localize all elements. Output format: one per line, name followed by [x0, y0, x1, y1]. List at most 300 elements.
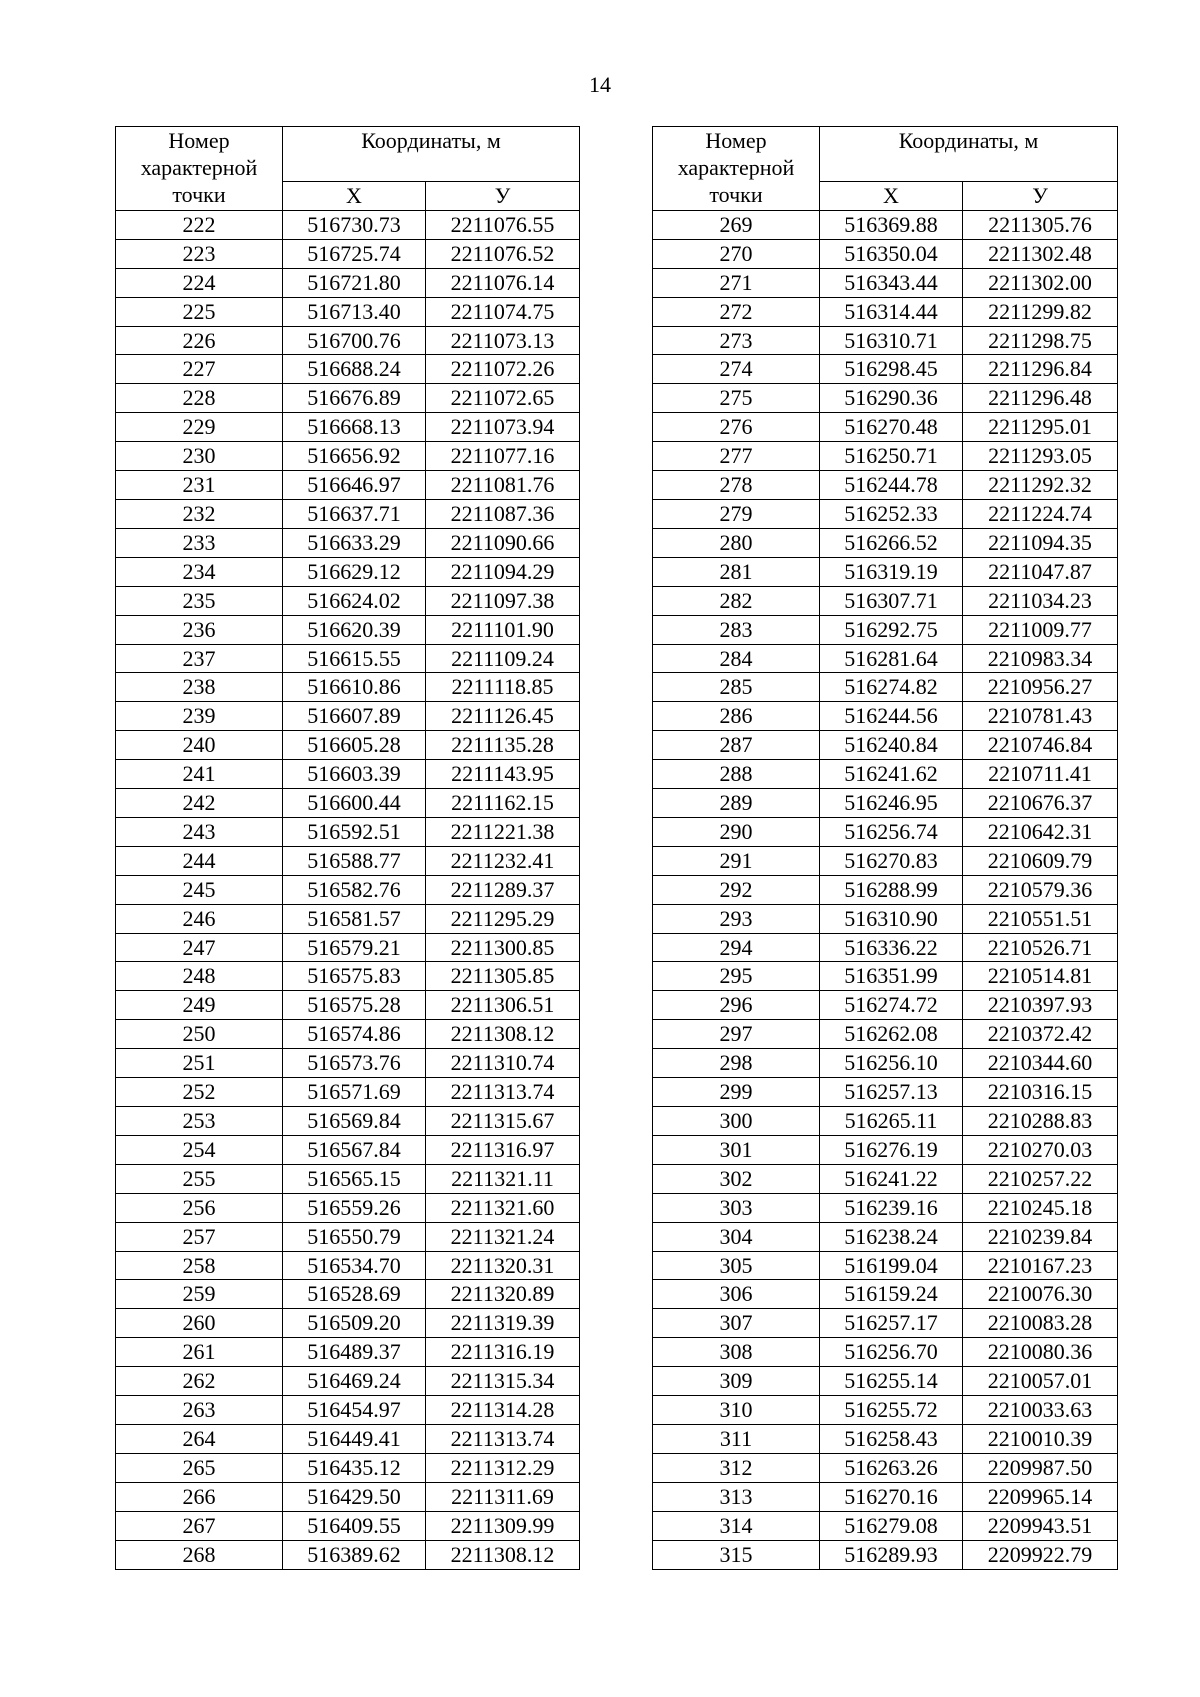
point-number-cell: 276: [653, 413, 820, 442]
table-row: [653, 731, 1118, 760]
table-row: [116, 731, 580, 760]
point-number-cell: 225: [116, 297, 283, 326]
coordinates-header: Координаты, м: [820, 127, 1118, 182]
point-number-cell: 281: [653, 557, 820, 586]
y-coordinate-cell: 2211315.67: [426, 1107, 580, 1136]
x-coordinate-cell: 516676.89: [283, 384, 426, 413]
x-coordinate-cell: 516509.20: [283, 1309, 426, 1338]
table-row: [116, 499, 580, 528]
x-coordinate-cell: 516159.24: [820, 1280, 963, 1309]
point-number-cell: 271: [653, 268, 820, 297]
y-coordinate-cell: 2211299.82: [963, 297, 1118, 326]
y-coordinate-cell: 2210033.63: [963, 1396, 1118, 1425]
y-coordinate-cell: 2211074.75: [426, 297, 580, 326]
y-coordinate-cell: 2210344.60: [963, 1049, 1118, 1078]
y-coordinate-cell: 2210316.15: [963, 1078, 1118, 1107]
point-number-cell: 304: [653, 1222, 820, 1251]
table-row: [653, 442, 1118, 471]
y-coordinate-cell: 2211126.45: [426, 702, 580, 731]
x-coordinate-cell: 516241.22: [820, 1164, 963, 1193]
point-number-cell: 237: [116, 644, 283, 673]
table-row: [653, 962, 1118, 991]
y-coordinate-cell: 2211295.29: [426, 904, 580, 933]
y-coordinate-cell: 2211232.41: [426, 846, 580, 875]
point-number-cell: 308: [653, 1338, 820, 1367]
x-coordinate-cell: 516274.82: [820, 673, 963, 702]
x-coordinate-cell: 516256.70: [820, 1338, 963, 1367]
point-number-cell: 282: [653, 586, 820, 615]
table-row: [116, 817, 580, 846]
y-column-header: У: [426, 182, 580, 211]
table-row: [116, 1280, 580, 1309]
x-coordinate-cell: 516409.55: [283, 1511, 426, 1540]
table-row: [116, 1309, 580, 1338]
table-row: [116, 1396, 580, 1425]
y-coordinate-cell: 2211296.84: [963, 355, 1118, 384]
table-row: [653, 1107, 1118, 1136]
x-coordinate-cell: 516633.29: [283, 528, 426, 557]
y-coordinate-cell: 2210239.84: [963, 1222, 1118, 1251]
table-row: [653, 1078, 1118, 1107]
x-coordinate-cell: 516256.74: [820, 817, 963, 846]
point-number-cell: 256: [116, 1193, 283, 1222]
point-number-cell: 266: [116, 1482, 283, 1511]
y-coordinate-cell: 2211094.35: [963, 528, 1118, 557]
y-coordinate-cell: 2211316.19: [426, 1338, 580, 1367]
point-number-cell: 297: [653, 1020, 820, 1049]
y-coordinate-cell: 2211321.60: [426, 1193, 580, 1222]
point-number-cell: 270: [653, 239, 820, 268]
coordinates-table-left: [115, 126, 580, 1570]
table-row: [653, 1309, 1118, 1338]
x-coordinate-cell: 516343.44: [820, 268, 963, 297]
point-number-cell: 252: [116, 1078, 283, 1107]
y-coordinate-cell: 2210245.18: [963, 1193, 1118, 1222]
x-coordinate-cell: 516656.92: [283, 442, 426, 471]
y-coordinate-cell: 2211076.14: [426, 268, 580, 297]
y-coordinate-cell: 2211221.38: [426, 817, 580, 846]
y-coordinate-cell: 2211313.74: [426, 1424, 580, 1453]
x-coordinate-cell: 516258.43: [820, 1424, 963, 1453]
point-number-cell: 294: [653, 933, 820, 962]
x-coordinate-cell: 516255.14: [820, 1367, 963, 1396]
table-row: [116, 210, 580, 239]
y-coordinate-cell: 2211162.15: [426, 789, 580, 818]
point-number-cell: 224: [116, 268, 283, 297]
point-number-header: Номер характерной точки: [653, 127, 820, 211]
x-coordinate-cell: 516314.44: [820, 297, 963, 326]
point-number-cell: 228: [116, 384, 283, 413]
y-coordinate-cell: 2211087.36: [426, 499, 580, 528]
y-coordinate-cell: 2210551.51: [963, 904, 1118, 933]
y-coordinate-cell: 2211295.01: [963, 413, 1118, 442]
point-number-cell: 253: [116, 1107, 283, 1136]
point-number-cell: 261: [116, 1338, 283, 1367]
table-row: [653, 1367, 1118, 1396]
y-coordinate-cell: 2210076.30: [963, 1280, 1118, 1309]
coordinates-header: Координаты, м: [283, 127, 580, 182]
y-coordinate-cell: 2210372.42: [963, 1020, 1118, 1049]
table-row: [653, 1222, 1118, 1251]
point-number-cell: 264: [116, 1424, 283, 1453]
y-coordinate-cell: 2211109.24: [426, 644, 580, 673]
table-row: [116, 384, 580, 413]
x-coordinate-cell: 516574.86: [283, 1020, 426, 1049]
x-coordinate-cell: 516449.41: [283, 1424, 426, 1453]
table-row: [653, 239, 1118, 268]
point-number-cell: 283: [653, 615, 820, 644]
point-number-cell: 226: [116, 326, 283, 355]
y-coordinate-cell: 2211090.66: [426, 528, 580, 557]
point-number-cell: 249: [116, 991, 283, 1020]
y-coordinate-cell: 2211047.87: [963, 557, 1118, 586]
x-coordinate-cell: 516319.19: [820, 557, 963, 586]
table-row: [116, 1020, 580, 1049]
table-row: [116, 413, 580, 442]
point-number-cell: 222: [116, 210, 283, 239]
y-coordinate-cell: 2211293.05: [963, 442, 1118, 471]
point-number-cell: 257: [116, 1222, 283, 1251]
y-coordinate-cell: 2211034.23: [963, 586, 1118, 615]
table-row: [653, 1020, 1118, 1049]
x-coordinate-cell: 516581.57: [283, 904, 426, 933]
point-number-cell: 240: [116, 731, 283, 760]
x-coordinate-cell: 516565.15: [283, 1164, 426, 1193]
x-coordinate-cell: 516256.10: [820, 1049, 963, 1078]
y-coordinate-cell: 2211076.55: [426, 210, 580, 239]
x-coordinate-cell: 516298.45: [820, 355, 963, 384]
x-coordinate-cell: 516620.39: [283, 615, 426, 644]
point-number-cell: 250: [116, 1020, 283, 1049]
y-coordinate-cell: 2210526.71: [963, 933, 1118, 962]
point-number-cell: 284: [653, 644, 820, 673]
x-coordinate-cell: 516637.71: [283, 499, 426, 528]
x-coordinate-cell: 516592.51: [283, 817, 426, 846]
point-number-cell: 300: [653, 1107, 820, 1136]
point-number-cell: 246: [116, 904, 283, 933]
y-coordinate-cell: 2211315.34: [426, 1367, 580, 1396]
table-row: [653, 1424, 1118, 1453]
table-row: [653, 413, 1118, 442]
table-row: [116, 1511, 580, 1540]
table-row: [653, 760, 1118, 789]
x-coordinate-cell: 516713.40: [283, 297, 426, 326]
page-number: 14: [589, 72, 611, 97]
point-number-cell: 269: [653, 210, 820, 239]
point-number-cell: 313: [653, 1482, 820, 1511]
point-number-cell: 233: [116, 528, 283, 557]
point-number-cell: 255: [116, 1164, 283, 1193]
point-number-cell: 285: [653, 673, 820, 702]
x-coordinate-cell: 516579.21: [283, 933, 426, 962]
table-row: [653, 326, 1118, 355]
table-row: [653, 499, 1118, 528]
table-row: [653, 528, 1118, 557]
table-row: [116, 644, 580, 673]
table-row: [116, 557, 580, 586]
y-coordinate-cell: 2209943.51: [963, 1511, 1118, 1540]
y-coordinate-cell: 2211101.90: [426, 615, 580, 644]
point-number-cell: 290: [653, 817, 820, 846]
x-coordinate-cell: 516336.22: [820, 933, 963, 962]
x-coordinate-cell: 516582.76: [283, 875, 426, 904]
table-row: [653, 355, 1118, 384]
point-number-cell: 289: [653, 789, 820, 818]
point-number-cell: 275: [653, 384, 820, 413]
table-row: [116, 442, 580, 471]
table-row: [116, 355, 580, 384]
table-row: [653, 1193, 1118, 1222]
x-coordinate-cell: 516700.76: [283, 326, 426, 355]
x-coordinate-cell: 516263.26: [820, 1453, 963, 1482]
x-coordinate-cell: 516350.04: [820, 239, 963, 268]
x-coordinate-cell: 516244.78: [820, 471, 963, 500]
point-number-cell: 232: [116, 499, 283, 528]
y-coordinate-cell: 2211143.95: [426, 760, 580, 789]
point-number-cell: 306: [653, 1280, 820, 1309]
y-coordinate-cell: 2211296.48: [963, 384, 1118, 413]
x-coordinate-cell: 516615.55: [283, 644, 426, 673]
x-coordinate-cell: 516288.99: [820, 875, 963, 904]
y-column-header: У: [963, 182, 1118, 211]
y-coordinate-cell: 2211077.16: [426, 442, 580, 471]
point-number-cell: 305: [653, 1251, 820, 1280]
x-coordinate-cell: 516244.56: [820, 702, 963, 731]
y-coordinate-cell: 2211311.69: [426, 1482, 580, 1511]
point-number-cell: 278: [653, 471, 820, 500]
x-coordinate-cell: 516257.17: [820, 1309, 963, 1338]
table-row: [653, 557, 1118, 586]
point-number-cell: 295: [653, 962, 820, 991]
table-row: [653, 615, 1118, 644]
table-row: [116, 528, 580, 557]
x-coordinate-cell: 516528.69: [283, 1280, 426, 1309]
x-coordinate-cell: 516575.28: [283, 991, 426, 1020]
point-number-cell: 299: [653, 1078, 820, 1107]
table-row: [653, 702, 1118, 731]
table-row: [116, 1540, 580, 1569]
point-number-cell: 272: [653, 297, 820, 326]
point-number-cell: 277: [653, 442, 820, 471]
point-number-cell: 265: [116, 1453, 283, 1482]
table-row: [653, 817, 1118, 846]
point-number-cell: 288: [653, 760, 820, 789]
y-coordinate-cell: 2211300.85: [426, 933, 580, 962]
x-coordinate-cell: 516310.71: [820, 326, 963, 355]
y-coordinate-cell: 2210080.36: [963, 1338, 1118, 1367]
x-coordinate-cell: 516489.37: [283, 1338, 426, 1367]
table-row: [116, 326, 580, 355]
table-row: [116, 1222, 580, 1251]
table-row: [116, 904, 580, 933]
table-row: [653, 1396, 1118, 1425]
y-coordinate-cell: 2210642.31: [963, 817, 1118, 846]
y-coordinate-cell: 2210257.22: [963, 1164, 1118, 1193]
x-coordinate-cell: 516241.62: [820, 760, 963, 789]
table-row: [653, 1049, 1118, 1078]
point-number-cell: 279: [653, 499, 820, 528]
table-row: [116, 875, 580, 904]
y-coordinate-cell: 2211118.85: [426, 673, 580, 702]
table-row: [653, 789, 1118, 818]
y-coordinate-cell: 2210746.84: [963, 731, 1118, 760]
table-row: [116, 1482, 580, 1511]
table-row: [653, 1338, 1118, 1367]
x-coordinate-cell: 516281.64: [820, 644, 963, 673]
y-coordinate-cell: 2211302.00: [963, 268, 1118, 297]
table-row: [116, 268, 580, 297]
table-row: [653, 1164, 1118, 1193]
x-coordinate-cell: 516240.84: [820, 731, 963, 760]
point-number-cell: 298: [653, 1049, 820, 1078]
point-number-cell: 309: [653, 1367, 820, 1396]
point-number-cell: 310: [653, 1396, 820, 1425]
table-row: [116, 471, 580, 500]
point-number-cell: 301: [653, 1135, 820, 1164]
y-coordinate-cell: 2211289.37: [426, 875, 580, 904]
x-coordinate-cell: 516389.62: [283, 1540, 426, 1569]
point-number-cell: 235: [116, 586, 283, 615]
table-row: [116, 1453, 580, 1482]
y-coordinate-cell: 2209965.14: [963, 1482, 1118, 1511]
point-number-cell: 287: [653, 731, 820, 760]
y-coordinate-cell: 2211305.76: [963, 210, 1118, 239]
x-coordinate-cell: 516559.26: [283, 1193, 426, 1222]
x-coordinate-cell: 516239.16: [820, 1193, 963, 1222]
table-row: [116, 1193, 580, 1222]
x-coordinate-cell: 516588.77: [283, 846, 426, 875]
table-row: [116, 1135, 580, 1164]
y-coordinate-cell: 2211298.75: [963, 326, 1118, 355]
x-coordinate-cell: 516270.16: [820, 1482, 963, 1511]
y-coordinate-cell: 2211308.12: [426, 1020, 580, 1049]
point-number-cell: 227: [116, 355, 283, 384]
y-coordinate-cell: 2210270.03: [963, 1135, 1118, 1164]
y-coordinate-cell: 2211292.32: [963, 471, 1118, 500]
y-coordinate-cell: 2210083.28: [963, 1309, 1118, 1338]
x-coordinate-cell: 516292.75: [820, 615, 963, 644]
table-row: [116, 1049, 580, 1078]
point-number-cell: 259: [116, 1280, 283, 1309]
y-coordinate-cell: 2210057.01: [963, 1367, 1118, 1396]
point-number-cell: 242: [116, 789, 283, 818]
x-coordinate-cell: 516629.12: [283, 557, 426, 586]
table-row: [653, 1453, 1118, 1482]
x-coordinate-cell: 516571.69: [283, 1078, 426, 1107]
point-number-cell: 314: [653, 1511, 820, 1540]
table-row: [116, 1164, 580, 1193]
x-coordinate-cell: 516575.83: [283, 962, 426, 991]
x-coordinate-cell: 516307.71: [820, 586, 963, 615]
point-number-cell: 229: [116, 413, 283, 442]
point-number-cell: 280: [653, 528, 820, 557]
table-row: [653, 384, 1118, 413]
x-coordinate-cell: 516721.80: [283, 268, 426, 297]
table-row: [653, 904, 1118, 933]
y-coordinate-cell: 2210983.34: [963, 644, 1118, 673]
coordinates-table-right: [652, 126, 1118, 1570]
point-number-cell: 291: [653, 846, 820, 875]
table-row: [116, 1078, 580, 1107]
x-coordinate-cell: 516607.89: [283, 702, 426, 731]
point-number-cell: 254: [116, 1135, 283, 1164]
y-coordinate-cell: 2211308.12: [426, 1540, 580, 1569]
table-row: [653, 471, 1118, 500]
y-coordinate-cell: 2210579.36: [963, 875, 1118, 904]
table-row: [116, 702, 580, 731]
y-coordinate-cell: 2211072.65: [426, 384, 580, 413]
x-coordinate-cell: 516252.33: [820, 499, 963, 528]
x-coordinate-cell: 516276.19: [820, 1135, 963, 1164]
point-number-cell: 296: [653, 991, 820, 1020]
x-coordinate-cell: 516534.70: [283, 1251, 426, 1280]
table-row: [653, 846, 1118, 875]
table-row: [653, 586, 1118, 615]
x-coordinate-cell: 516310.90: [820, 904, 963, 933]
table-row: [653, 1540, 1118, 1569]
y-coordinate-cell: 2211320.89: [426, 1280, 580, 1309]
point-number-cell: 251: [116, 1049, 283, 1078]
y-coordinate-cell: 2210167.23: [963, 1251, 1118, 1280]
table-row: [653, 875, 1118, 904]
table-row: [116, 846, 580, 875]
table-row: [116, 789, 580, 818]
table-row: [116, 1107, 580, 1136]
point-number-cell: 260: [116, 1309, 283, 1338]
y-coordinate-cell: 2211081.76: [426, 471, 580, 500]
y-coordinate-cell: 2210397.93: [963, 991, 1118, 1020]
x-coordinate-cell: 516199.04: [820, 1251, 963, 1280]
y-coordinate-cell: 2211306.51: [426, 991, 580, 1020]
x-coordinate-cell: 516454.97: [283, 1396, 426, 1425]
table-row: [653, 933, 1118, 962]
x-coordinate-cell: 516600.44: [283, 789, 426, 818]
point-number-header: Номер характерной точки: [116, 127, 283, 211]
y-coordinate-cell: 2210781.43: [963, 702, 1118, 731]
point-number-cell: 244: [116, 846, 283, 875]
table-row: [653, 644, 1118, 673]
table-row: [653, 297, 1118, 326]
point-number-cell: 303: [653, 1193, 820, 1222]
point-number-cell: 243: [116, 817, 283, 846]
y-coordinate-cell: 2210956.27: [963, 673, 1118, 702]
y-coordinate-cell: 2211076.52: [426, 239, 580, 268]
point-number-cell: 230: [116, 442, 283, 471]
point-number-cell: 248: [116, 962, 283, 991]
table-row: [653, 673, 1118, 702]
point-number-cell: 258: [116, 1251, 283, 1280]
point-number-cell: 311: [653, 1424, 820, 1453]
y-coordinate-cell: 2211072.26: [426, 355, 580, 384]
y-coordinate-cell: 2211224.74: [963, 499, 1118, 528]
y-coordinate-cell: 2209987.50: [963, 1453, 1118, 1482]
point-number-cell: 307: [653, 1309, 820, 1338]
x-coordinate-cell: 516238.24: [820, 1222, 963, 1251]
x-coordinate-cell: 516351.99: [820, 962, 963, 991]
x-coordinate-cell: 516255.72: [820, 1396, 963, 1425]
x-column-header: X: [283, 182, 426, 211]
point-number-cell: 245: [116, 875, 283, 904]
y-coordinate-cell: 2211310.74: [426, 1049, 580, 1078]
table-row: [653, 1135, 1118, 1164]
table-row: [116, 1424, 580, 1453]
point-number-cell: 302: [653, 1164, 820, 1193]
x-coordinate-cell: 516605.28: [283, 731, 426, 760]
point-number-cell: 223: [116, 239, 283, 268]
x-coordinate-cell: 516262.08: [820, 1020, 963, 1049]
x-coordinate-cell: 516257.13: [820, 1078, 963, 1107]
point-number-cell: 267: [116, 1511, 283, 1540]
